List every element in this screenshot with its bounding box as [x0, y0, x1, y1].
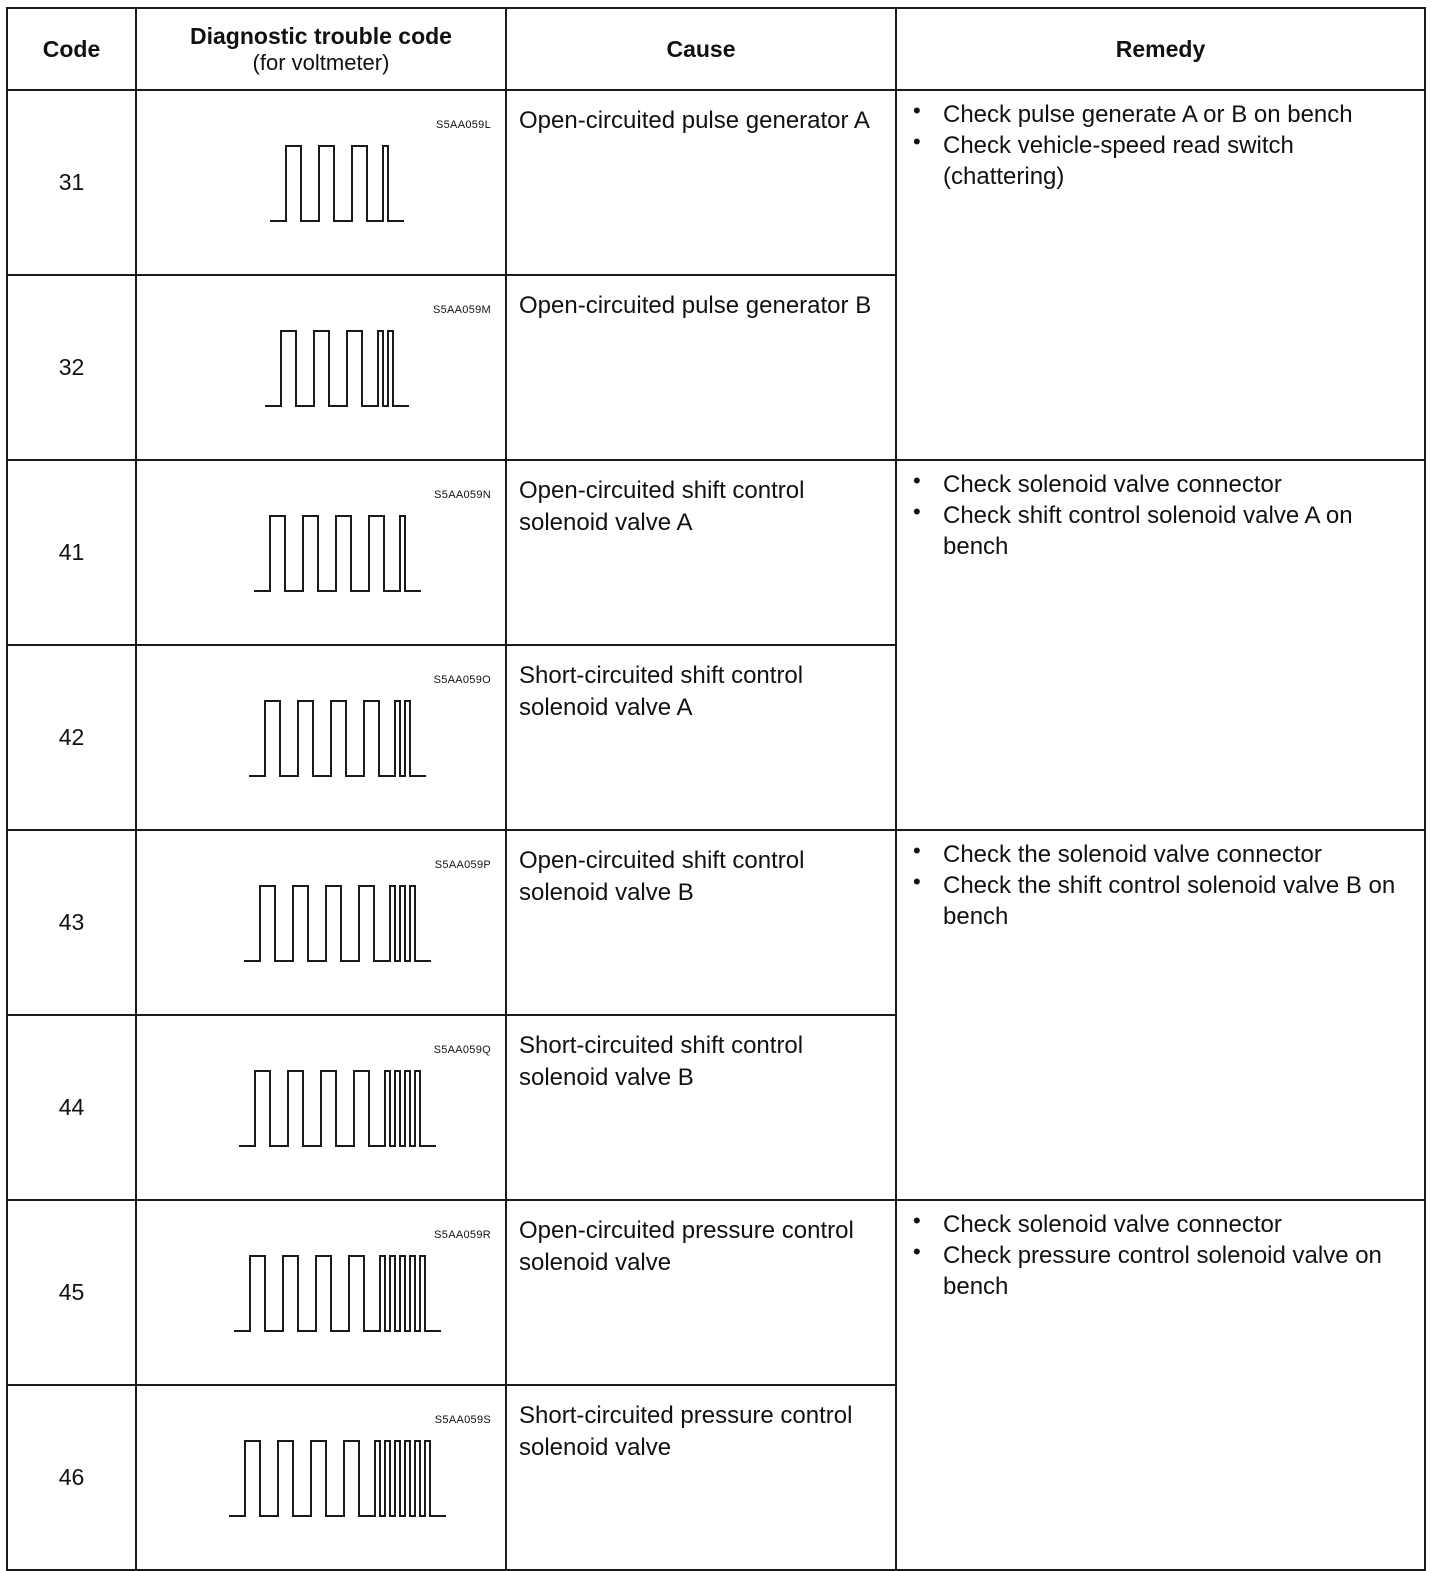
waveform-cell	[136, 1200, 506, 1385]
remedy-item: • Check solenoid valve connector	[909, 1209, 1416, 1240]
waveform-cell	[136, 1015, 506, 1200]
code-cell: 32	[7, 275, 136, 460]
figure-id: S5AA059M	[432, 304, 491, 316]
cause-cell: Open-circuited shift control solenoid valve B	[506, 830, 896, 1015]
remedy-list	[909, 839, 1416, 933]
pulse-waveform-line	[234, 1256, 441, 1331]
dtc-table	[6, 7, 1426, 1571]
remedy-list	[909, 469, 1416, 563]
code-cell: 42	[7, 645, 136, 830]
header-cause: Cause	[506, 8, 896, 90]
figure-id: S5AA059Q	[433, 1044, 491, 1056]
remedy-item: • Check pulse generate A or B on bench	[909, 99, 1416, 130]
table-row	[7, 830, 1425, 1015]
pulse-waveform-diagram	[137, 1386, 507, 1555]
pulse-waveform-diagram	[137, 1201, 507, 1370]
header-dtc	[136, 8, 506, 90]
cause-cell: Open-circuited pulse generator B	[506, 275, 896, 460]
code-cell: 43	[7, 830, 136, 1015]
cause-cell: Open-circuited pulse generator A	[506, 90, 896, 275]
header-code: Code	[7, 8, 136, 90]
code-cell: 46	[7, 1385, 136, 1570]
code-cell: 45	[7, 1200, 136, 1385]
remedy-cell	[896, 830, 1425, 1200]
pulse-waveform-diagram	[137, 1016, 507, 1185]
remedy-list	[909, 99, 1416, 193]
remedy-cell	[896, 90, 1425, 460]
cause-cell: Open-circuited shift control solenoid valve A	[506, 460, 896, 645]
code-cell: 31	[7, 90, 136, 275]
remedy-item: • Check pressure control solenoid valve on bench	[909, 1240, 1416, 1302]
remedy-item: • Check shift control solenoid valve A on bench	[909, 500, 1416, 562]
remedy-cell	[896, 1200, 1425, 1570]
remedy-item: • Check vehicle-speed read switch (chattering)	[909, 130, 1416, 192]
pulse-waveform-diagram	[137, 646, 507, 815]
cause-cell: Short-circuited shift control solenoid valve B	[506, 1015, 896, 1200]
waveform-cell	[136, 460, 506, 645]
remedy-cell	[896, 460, 1425, 830]
waveform-cell	[136, 1385, 506, 1570]
code-cell: 41	[7, 460, 136, 645]
figure-id: S5AA059R	[434, 1229, 491, 1241]
remedy-item: • Check the solenoid valve connector	[909, 839, 1416, 870]
figure-id: S5AA059L	[436, 119, 491, 131]
pulse-waveform-line	[239, 1071, 436, 1146]
remedy-list	[909, 1209, 1416, 1303]
cause-cell: Short-circuited shift control solenoid valve A	[506, 645, 896, 830]
pulse-waveform-line	[265, 331, 409, 406]
header-row	[7, 8, 1425, 90]
code-cell: 44	[7, 1015, 136, 1200]
header-dtc-title: Diagnostic trouble code	[190, 23, 452, 50]
pulse-waveform-diagram	[137, 831, 507, 1000]
pulse-waveform-line	[249, 701, 426, 776]
figure-id: S5AA059S	[434, 1414, 491, 1426]
table-row	[7, 1200, 1425, 1385]
table-row	[7, 90, 1425, 275]
cause-cell: Short-circuited pressure control solenoid valve	[506, 1385, 896, 1570]
remedy-item: • Check the shift control solenoid valve B on bench	[909, 870, 1416, 932]
waveform-cell	[136, 645, 506, 830]
figure-id: S5AA059O	[433, 674, 491, 686]
waveform-cell	[136, 275, 506, 460]
figure-id: S5AA059N	[434, 489, 491, 501]
cause-cell: Open-circuited pressure control solenoid valve	[506, 1200, 896, 1385]
figure-id: S5AA059P	[434, 859, 491, 871]
pulse-waveform-line	[270, 146, 404, 221]
table-row	[7, 460, 1425, 645]
pulse-waveform-line	[244, 886, 431, 961]
remedy-item: • Check solenoid valve connector	[909, 469, 1416, 500]
pulse-waveform-diagram	[137, 461, 507, 630]
pulse-waveform-diagram	[137, 91, 507, 260]
header-dtc-subtitle: (for voltmeter)	[252, 49, 390, 75]
header-remedy: Remedy	[896, 8, 1425, 90]
waveform-cell	[136, 830, 506, 1015]
pulse-waveform-line	[229, 1441, 446, 1516]
waveform-cell	[136, 90, 506, 275]
pulse-waveform-line	[254, 516, 421, 591]
pulse-waveform-diagram	[137, 276, 507, 445]
